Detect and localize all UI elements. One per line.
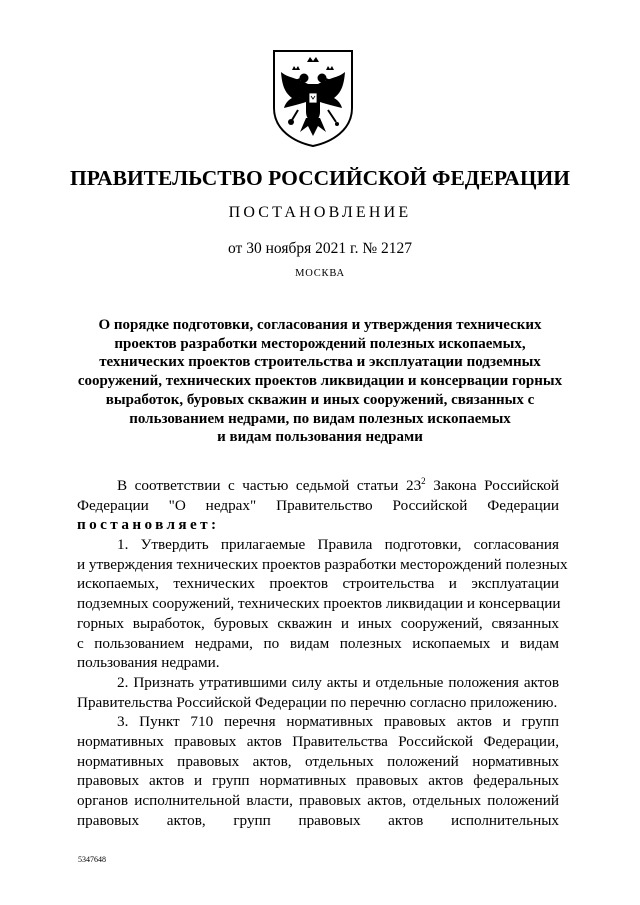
preamble-text: В соответствии с частью седьмой статьи 23 (117, 477, 422, 494)
para3-line: правовых актов, групп правовых актов исполнительных (77, 811, 559, 829)
coat-of-arms-icon (270, 48, 356, 148)
para3-line: 3. Пункт 710 перечня нормативных правовых актов и групп (117, 713, 559, 731)
document-title (70, 316, 570, 447)
para2-line: 2. Признать утратившими силу акты и отдельные положения актов (117, 673, 559, 691)
para1-line: подземных сооружений, технических проектов ликвидации и консервации (77, 595, 561, 613)
title-line: О порядке подготовки, согласования и утверждения технических (98, 317, 542, 333)
para1-line: ископаемых, технических проектов строительства и эксплуатации (77, 575, 559, 593)
footer-code: 5347648 (78, 855, 106, 864)
document-type: ПОСТАНОВЛЕНИЕ (228, 204, 412, 221)
para3-line: нормативных правовых актов, отдельных положений нормативных (77, 752, 559, 770)
preamble-text: Закона Российской (425, 477, 560, 494)
title-line: технических проектов строительства и эксплуатации подземных (99, 354, 541, 371)
para1-line: и утверждения технических проектов разработки месторождений полезных (77, 555, 568, 573)
government-name: ПРАВИТЕЛЬСТВО РОССИЙСКОЙ ФЕДЕРАЦИИ (69, 166, 570, 190)
city: МОСКВА (295, 268, 345, 279)
title-line: пользованием недрами, по видам полезных ископаемых (129, 410, 511, 427)
preamble-line (77, 476, 559, 496)
para3-line: нормативных правовых актов Правительства Российской Федерации, (77, 732, 559, 750)
title-line: проектов разработки месторождений полезных ископаемых, (114, 335, 526, 352)
preamble-line: Федерации "О недрах" Правительство Российской Федерации (77, 496, 559, 514)
title-line: выработок, буровых скважин и иных сооружений, связанных с (105, 391, 535, 408)
para1-line: 1. Утвердить прилагаемые Правила подготовки, согласования (117, 536, 559, 554)
document-body (77, 476, 568, 830)
decree-word: постановляет: (77, 516, 220, 534)
article-superscript: 2 (421, 476, 426, 486)
para1-line: с пользованием недрами, по видам полезных ископаемых и видам (77, 634, 559, 652)
title-line: сооружений, технических проектов ликвидации и консервации горных (77, 373, 563, 390)
para1-line: горных выработок, буровых скважин и иных сооружений, связанных (77, 614, 559, 632)
para1-line: пользования недрами. (77, 654, 220, 672)
para2-line: Правительства Российской Федерации по перечню согласно приложению. (77, 693, 558, 711)
date-and-number: от 30 ноября 2021 г. № 2127 (228, 240, 412, 257)
para3-line: правовых актов и групп нормативных правовых актов федеральных (77, 772, 559, 790)
title-line: и видам пользования недрами (217, 429, 423, 446)
para3-line: органов исполнительной власти, правовых актов, отдельных положений (77, 792, 559, 809)
